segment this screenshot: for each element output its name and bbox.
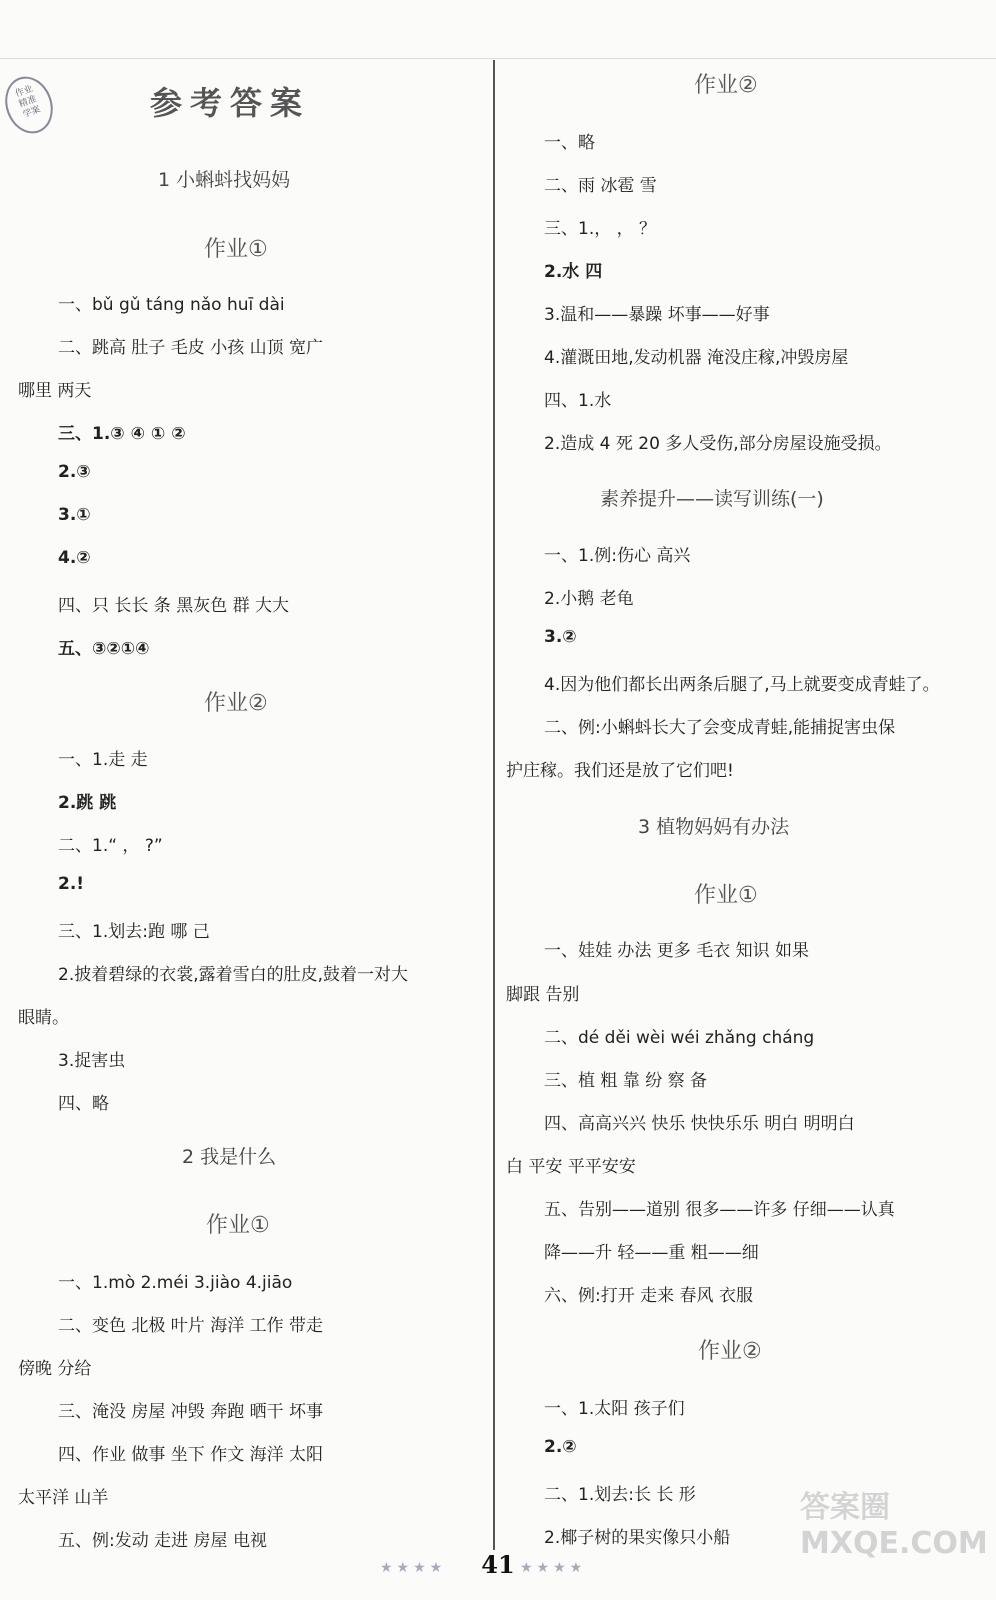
answer-line: 五、例:发动 走进 房屋 电视 bbox=[58, 1531, 267, 1551]
answer-line: 二、例:小蝌蚪长大了会变成青蛙,能捕捉害虫保 bbox=[544, 718, 896, 738]
answer-line: 3.② bbox=[544, 627, 577, 647]
homework-heading: 作业② bbox=[694, 73, 758, 98]
answer-line: 三、淹没 房屋 冲毁 奔跑 晒干 坏事 bbox=[58, 1402, 324, 1422]
answer-line: 眼睛。 bbox=[18, 1008, 69, 1028]
answer-line: 2.椰子树的果实像只小船 bbox=[544, 1528, 731, 1548]
homework-heading: 作业① bbox=[694, 883, 758, 908]
answer-line: 二、1.“ ， ?” bbox=[58, 836, 163, 856]
homework-heading: 作业② bbox=[204, 691, 268, 716]
answer-line: 四、略 bbox=[58, 1094, 109, 1114]
left-column bbox=[0, 0, 490, 1551]
answer-line: 二、跳高 肚子 毛皮 小孩 山顶 宽广 bbox=[58, 338, 324, 358]
answer-line: 2.造成 4 死 20 多人受伤,部分房屋设施受损。 bbox=[544, 434, 892, 454]
answer-line: 六、例:打开 走来 春风 衣服 bbox=[544, 1286, 753, 1306]
answer-line: 哪里 两天 bbox=[18, 381, 92, 401]
answer-line: 傍晚 分给 bbox=[18, 1359, 92, 1379]
homework-heading: 作业② bbox=[698, 1339, 762, 1364]
answer-line: 四、高高兴兴 快乐 快快乐乐 明白 明明白 bbox=[544, 1114, 855, 1134]
answer-line: 一、1.例:伤心 高兴 bbox=[544, 546, 691, 566]
answer-line: 2.跳 跳 bbox=[58, 793, 117, 813]
answer-line: 四、只 长长 条 黑灰色 群 大大 bbox=[58, 596, 290, 616]
lesson-title-2: 2 我是什么 bbox=[182, 1146, 277, 1168]
watermark-logo: 答案圈 MXQE.COM bbox=[800, 1490, 988, 1561]
answer-line: 三、1.③ ④ ① ② bbox=[58, 424, 186, 444]
answer-line: 一、1.太阳 孩子们 bbox=[544, 1399, 685, 1419]
answer-line: 2.③ bbox=[58, 462, 91, 482]
section-title: 素养提升——读写训练(一) bbox=[600, 488, 824, 510]
page-title: 参考答案 bbox=[150, 84, 311, 122]
answer-line: 五、告别——道别 很多——许多 仔细——认真 bbox=[544, 1200, 895, 1220]
answer-line: 三、植 粗 靠 纷 察 备 bbox=[544, 1071, 708, 1091]
right-column bbox=[498, 0, 996, 1548]
answer-line: 2.小鹅 老龟 bbox=[544, 589, 634, 609]
answer-line: 2.② bbox=[544, 1437, 577, 1457]
homework-heading: 作业① bbox=[204, 237, 268, 262]
answer-line: 一、娃娃 办法 更多 毛衣 知识 如果 bbox=[544, 941, 810, 961]
answer-line: 一、1.mò 2.méi 3.jiào 4.jiāo bbox=[58, 1273, 293, 1293]
answer-line: 4.② bbox=[58, 548, 91, 568]
answer-line: 四、作业 做事 坐下 作文 海洋 太阳 bbox=[58, 1445, 324, 1465]
answer-line: 脚跟 告别 bbox=[506, 985, 580, 1005]
answer-line: 四、1.水 bbox=[544, 391, 612, 411]
answer-line: 护庄稼。我们还是放了它们吧! bbox=[506, 761, 734, 781]
answer-line: 三、1.划去:跑 哪 己 bbox=[58, 922, 210, 942]
answer-line: 一、1.走 走 bbox=[58, 750, 148, 770]
homework-heading: 作业① bbox=[206, 1213, 270, 1238]
answer-line: 降——升 轻——重 粗——细 bbox=[544, 1243, 759, 1263]
page-number: 41 bbox=[481, 1550, 515, 1579]
stamp-logo: 作业 精准 学案 bbox=[0, 70, 61, 140]
answer-line: 2.! bbox=[58, 874, 85, 894]
answer-line: 二、1.划去:长 长 形 bbox=[544, 1485, 696, 1505]
answer-line: 二、dé děi wèi wéi zhǎng cháng bbox=[544, 1028, 815, 1048]
answer-line: 白 平安 平平安安 bbox=[506, 1157, 636, 1177]
answer-line: 2.披着碧绿的衣裳,露着雪白的肚皮,鼓着一对大 bbox=[58, 965, 409, 985]
star-decoration-right: ★★★★ bbox=[520, 1560, 587, 1576]
answer-line: 一、bǔ gǔ táng nǎo huī dài bbox=[58, 295, 285, 315]
answer-line: 太平洋 山羊 bbox=[18, 1488, 109, 1508]
star-decoration-left: ★★★★ bbox=[380, 1560, 447, 1576]
answer-line: 五、③②①④ bbox=[58, 639, 150, 659]
answer-line: 4.灌溉田地,发动机器 淹没庄稼,冲毁房屋 bbox=[544, 348, 849, 368]
answer-line: 二、变色 北极 叶片 海洋 工作 带走 bbox=[58, 1316, 324, 1336]
answer-line: 二、雨 冰雹 雪 bbox=[544, 176, 657, 196]
column-divider bbox=[493, 60, 495, 1550]
lesson-title-3: 3 植物妈妈有办法 bbox=[638, 816, 790, 838]
lesson-title-1: 1 小蝌蚪找妈妈 bbox=[158, 169, 291, 191]
answer-line: 2.水 四 bbox=[544, 262, 603, 282]
answer-line: 三、1.， ， ？ bbox=[544, 219, 657, 239]
answer-line: 3.捉害虫 bbox=[58, 1051, 126, 1071]
answer-line: 3.温和——暴躁 坏事——好事 bbox=[544, 305, 770, 325]
answer-line: 一、略 bbox=[544, 133, 595, 153]
answer-line: 4.因为他们都长出两条后腿了,马上就要变成青蛙了。 bbox=[544, 675, 940, 695]
answer-line: 3.① bbox=[58, 505, 91, 525]
